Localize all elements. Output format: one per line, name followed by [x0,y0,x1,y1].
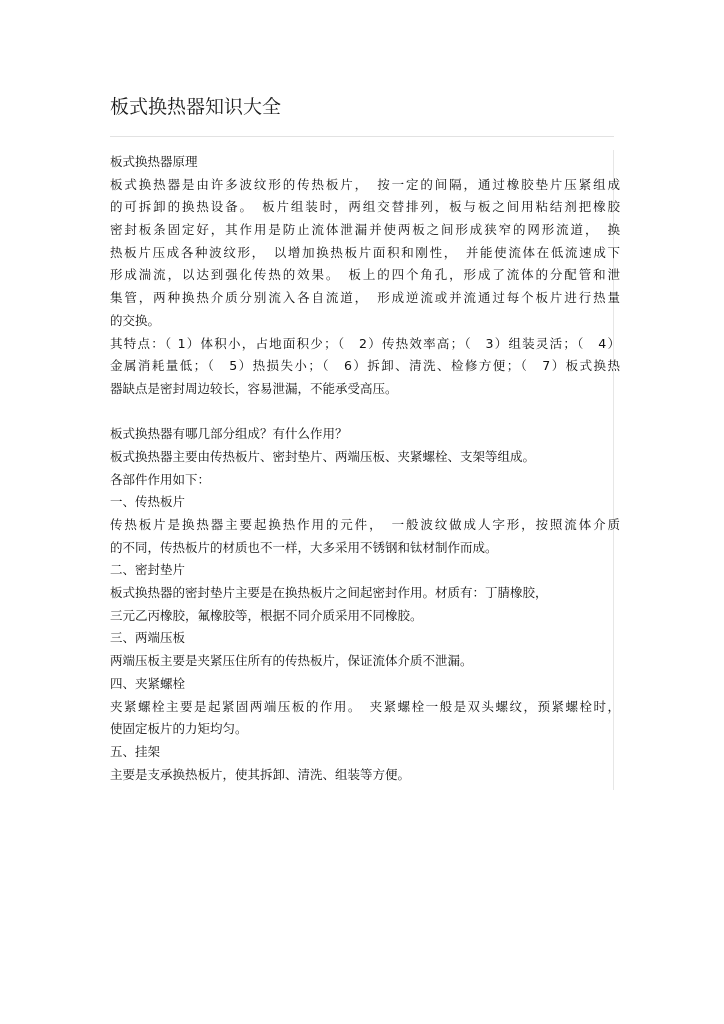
paragraph-line: 的交换。 [110,312,161,328]
paragraph-line: 夹紧螺栓主要是起紧固两端压板的作用。 夹紧螺栓一般是双头螺纹，预紧螺栓时， [110,698,620,714]
paragraph-line: 热板片压成各种波纹形， 以增加换热板片面积和刚性， 并能使流体在低流速成下 [110,244,620,260]
paragraph-line: 板式换热器的密封垫片主要是在换热板片之间起密封作用。材质有：丁腈橡胶， [110,585,548,601]
paragraph-line: 器缺点是密封周边较长，容易泄漏，不能承受高压。 [110,380,398,396]
section-heading: 板式换热器有哪几部分组成？有什么作用？ [110,426,348,442]
paragraph-line: 三元乙丙橡胶，氟橡胶等，根据不同介质采用不同橡胶。 [110,607,423,623]
paragraph-line: 使固定板片的力矩均匀。 [110,721,248,737]
paragraph-line: 形成湍流，以达到强化传热的效果。 板上的四个角孔，形成了流体的分配管和泄 [110,267,620,283]
subsection-heading: 二、密封垫片 [110,562,186,578]
subsection-heading: 一、传热板片 [110,494,186,510]
subsection-heading: 三、两端压板 [110,630,186,646]
title-divider [110,136,614,137]
paragraph-line: 各部件作用如下： [110,471,211,487]
document-body [110,151,620,786]
paragraph-line: 集管，两种换热介质分别流入各自流道， 形成逆流或并流通过每个板片进行热量 [110,290,620,306]
paragraph-line: 板式换热器主要由传热板片、密封垫片、两端压板、夹紧螺栓、支架等组成。 [110,448,536,464]
paragraph-line: 板式换热器是由许多波纹形的传热板片， 按一定的间隔，通过橡胶垫片压紧组成 [110,176,620,192]
subsection-heading: 四、夹紧螺栓 [110,675,186,691]
blank-line [110,401,620,424]
paragraph-line: 主要是支承换热板片，使其拆卸、清洗、组装等方便。 [110,766,411,782]
section-heading: 板式换热器原理 [110,154,198,169]
paragraph-line: 密封板条固定好，其作用是防止流体泄漏并使两板之间形成狭窄的网形流道， 换 [110,222,620,238]
subsection-heading: 五、挂架 [110,743,161,759]
page-title: 板式换热器知识大全 [110,96,282,118]
paragraph-line: 金属消耗量低；（ 5）热损失小；（ 6）拆卸、清洗、检修方便；（ 7）板式换热 [110,358,620,374]
paragraph-line: 的可拆卸的换热设备。 板片组装时，两组交替排列，板与板之间用粘结剂把橡胶 [110,199,620,215]
paragraph-line: 传热板片是换热器主要起换热作用的元件， 一般波纹做成人字形，按照流体介质 [110,517,620,532]
paragraph-line: 两端压板主要是夹紧压住所有的传热板片，保证流体介质不泄漏。 [110,653,473,669]
paragraph-line: 的不同，传热板片的材质也不一样，大多采用不锈钢和钛材制作而成。 [110,539,498,555]
paragraph-line: 其特点：（ 1）体积小，占地面积少；（ 2）传热效率高；（ 3）组装灵活；（ 4） [110,335,620,351]
